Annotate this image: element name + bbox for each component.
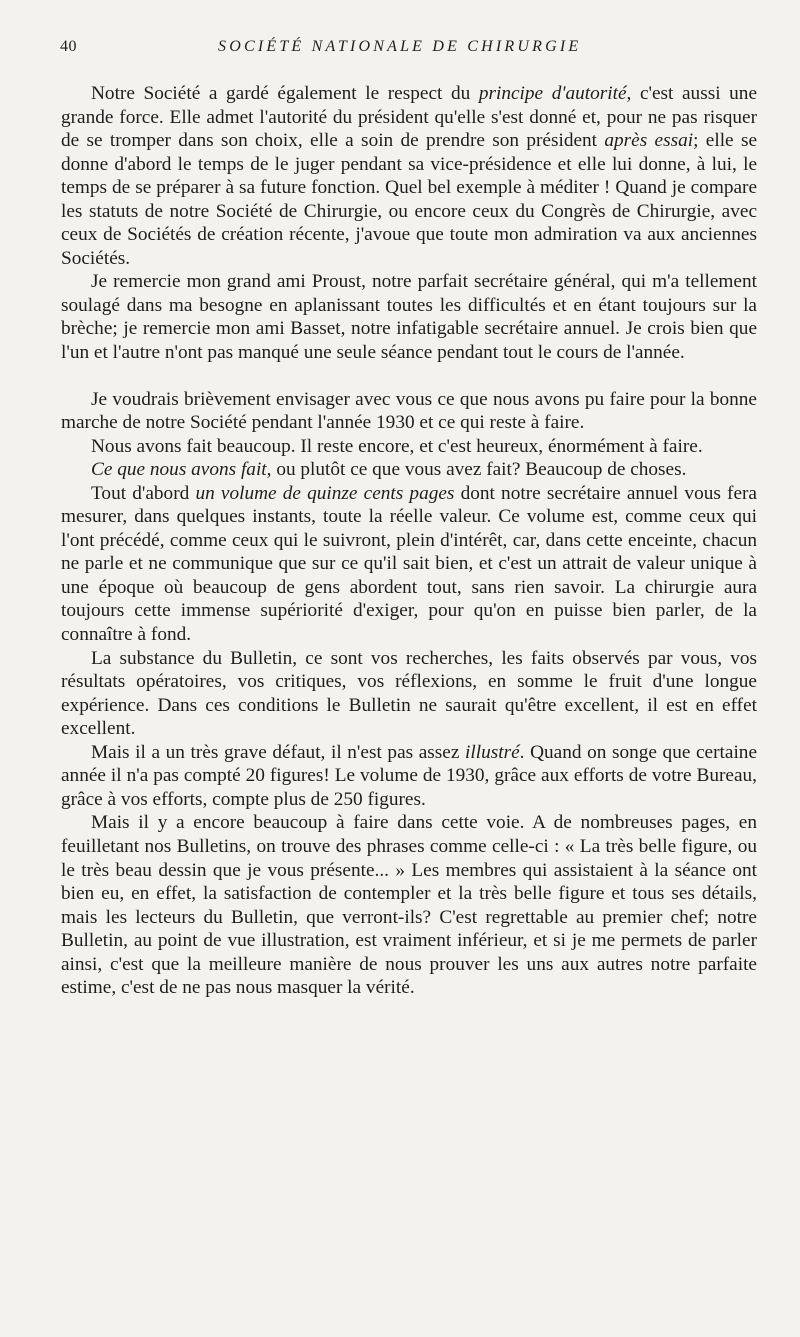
paragraph: [61, 435, 757, 459]
italic-text: après essai: [604, 130, 694, 152]
paragraph: [61, 458, 757, 482]
body-text: [61, 82, 757, 1000]
paragraph: [61, 82, 757, 270]
text-run: Tout d'abord: [91, 482, 196, 504]
paragraph: [61, 388, 757, 435]
paragraph: [61, 482, 757, 647]
italic-text: Ce que nous avons fait: [91, 459, 267, 481]
section-break: [61, 365, 757, 388]
text-run: Mais il a un très grave défaut, il n'est pas assez: [91, 741, 466, 763]
italic-text: illustré: [465, 741, 520, 763]
text-run: , ou plutôt ce que vous avez fait? Beaucoup de choses.: [266, 459, 687, 481]
text-run: Mais il y a encore beaucoup à faire dans cette voie. A de nombreuses pages, en feuilletant nos Bulletins, on trouve des phrases comme celle-ci : « La très belle figure, ou le très beau dessin que je vous présente... » Les membres qui assistaient à la séance ont bien eu, en effet, la satisfaction de contempler et la très belle figure et tous ses détails, mais les lecteurs du Bulletin, que verront-ils? C'est regrettable au premier chef; notre Bulletin, au point de vue illustration, est vraiment inférieur, et si je me permets de parler ainsi, c'est que la meilleure manière de nous prouver les uns aux autres notre parfaite estime, c'est de ne pas nous masquer la vérité.: [61, 812, 757, 999]
text-run: Je remercie mon grand ami Proust, notre parfait secrétaire général, qui m'a tellement soulagé dans ma besogne en aplanissant toutes les difficultés et en étant toujours sur la brèche; je remercie mon ami Basset, notre infatigable secrétaire annuel. Je crois bien que l'un et l'autre n'ont pas manqué une seule séance pendant tout le cours de l'année.: [61, 271, 757, 364]
italic-text: un volume de quinze cents pages: [195, 482, 455, 504]
text-run: dont notre secrétaire annuel vous fera mesurer, dans quelques instants, toute la réelle valeur. Ce volume est, comme ceux qui l'ont précédé, comme ceux qui le suivront, plein d'intérêt, car, dans cette enceinte, chacun ne parle et ne communique que sur ce qu'il sait bien, et c'est un attrait de valeur unique à une époque où beaucoup de gens abordent tout, sans rien savoir. La chirurgie aura toujours cette immense supériorité d'exiger, pour qu'on en puisse bien parler, de la connaître à fond.: [61, 482, 757, 646]
text-run: ; elle se donne d'abord le temps de le juger pendant sa vice-présidence et elle lui donne, à lui, le temps de se préparer à sa future fonction. Quel bel exemple à méditer ! Quand je compare les statuts de notre Société de Chirurgie, ou encore ceux du Congrès de Chirurgie, avec ceux de Sociétés de création récente, j'avoue que toute mon admiration va aux anciennes Sociétés.: [61, 130, 758, 269]
text-run: . Quand on songe que certaine année il n'a pas compté 20 figures! Le volume de 1930, grâce aux efforts de votre Bureau, grâce à vos efforts, compte plus de 250 figures.: [61, 741, 757, 810]
running-head: SOCIÉTÉ NATIONALE DE CHIRURGIE: [218, 38, 582, 55]
paragraph: [61, 811, 757, 999]
paragraph: [61, 741, 757, 812]
page-number: 40: [60, 38, 77, 55]
text-run: Nous avons fait beaucoup. Il reste encore, et c'est heureux, énormément à faire.: [91, 435, 703, 457]
italic-text: principe d'autorité: [478, 83, 627, 104]
text-run: La substance du Bulletin, ce sont vos recherches, les faits observés par vous, vos résultats opératoires, vos critiques, vos réflexions, en somme le fruit d'une longue expérience. Dans ces conditions le Bulletin ne saurait qu'être excellent, il est en effet excellent.: [61, 647, 757, 740]
paragraph: [61, 647, 757, 741]
page-header: [60, 38, 760, 60]
text-run: , c'est aussi une grande force. Elle admet l'autorité du président qu'elle s'est donné et, pour ne pas risquer de se tromper dans son choix, elle a soin de prendre son président: [61, 83, 758, 152]
paragraph: [61, 270, 757, 364]
text-run: Notre Société a gardé également le respect du: [91, 83, 479, 104]
text-run: Je voudrais brièvement envisager avec vous ce que nous avons pu faire pour la bonne marche de notre Société pendant l'année 1930 et ce qui reste à faire.: [61, 388, 757, 434]
